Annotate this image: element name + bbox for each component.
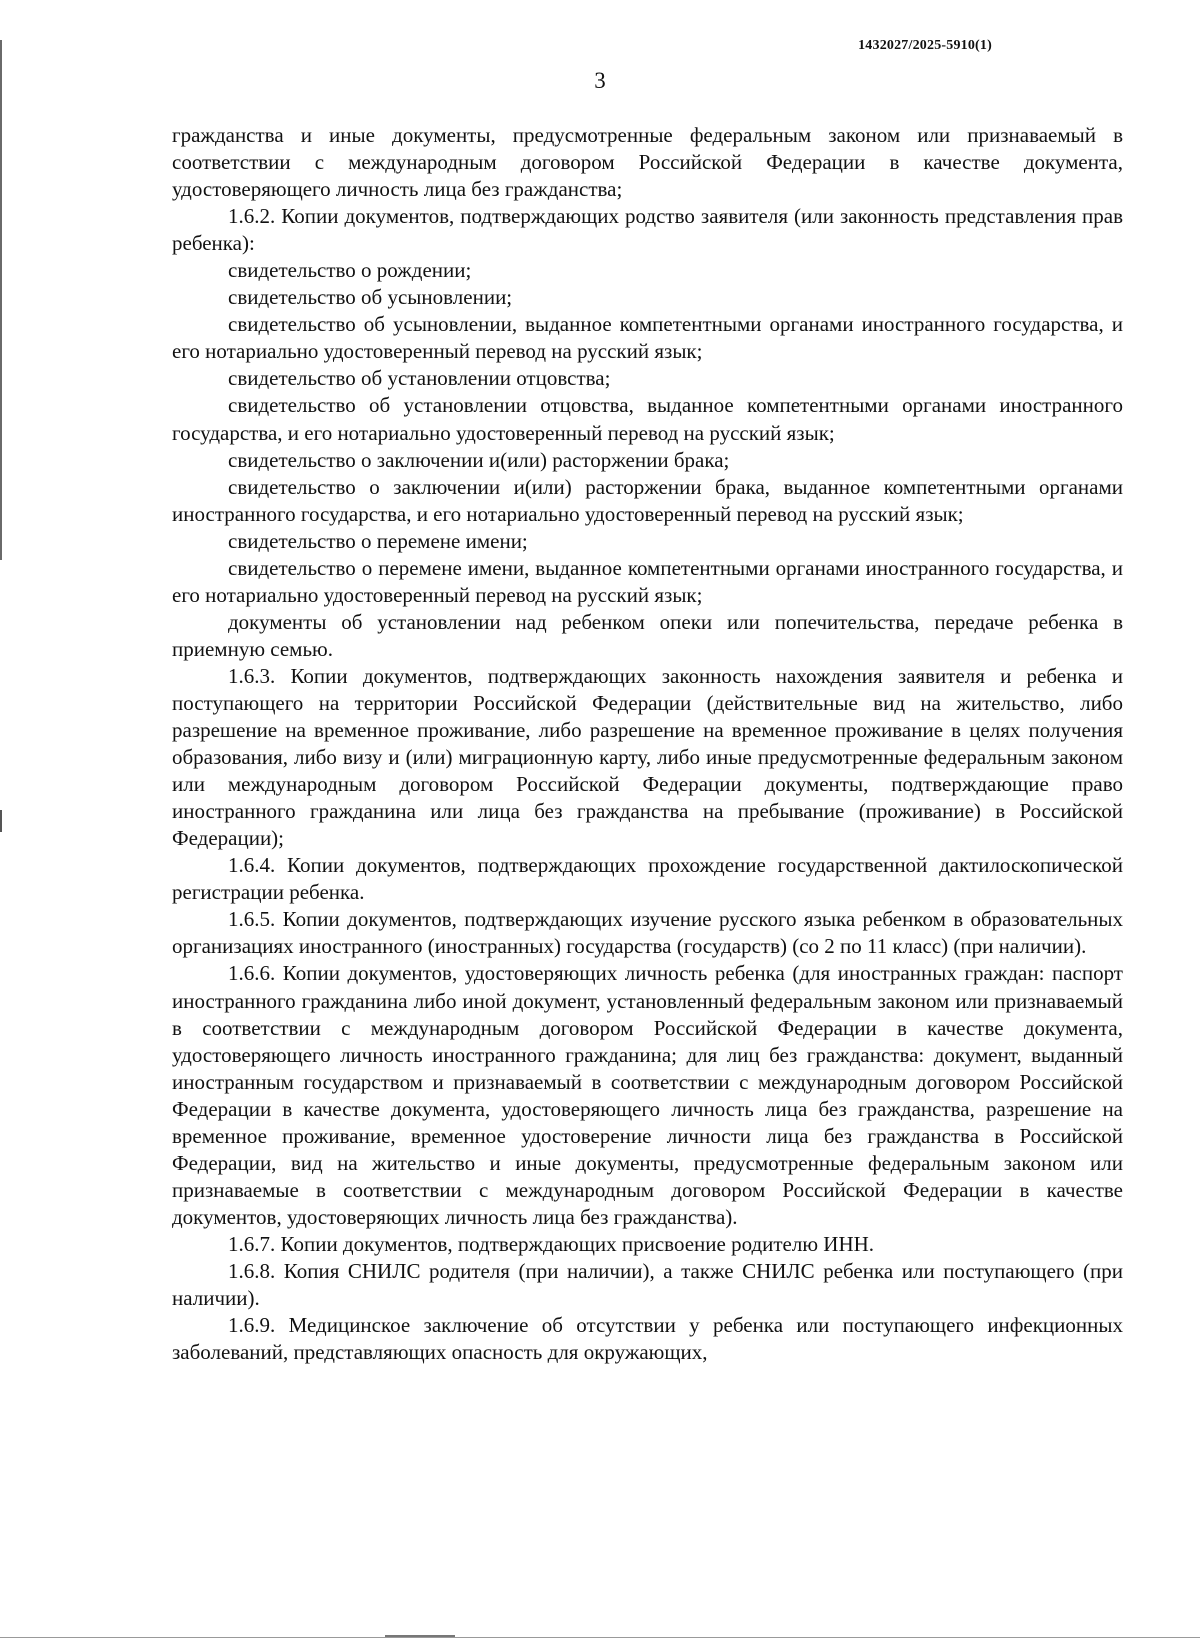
document-body (172, 122, 1123, 1366)
list-item: свидетельство о заключении и(или) расторжении брака, выданное компетентными органами иностранного государства, и его нотариально удостоверенный перевод на русский язык; (172, 474, 1123, 526)
paragraph: 1.6.4. Копии документов, подтверждающих прохождение государственной дактилоскопической регистрации ребенка. (172, 853, 1123, 905)
list-item: свидетельство о заключении и(или) расторжении брака; (228, 447, 730, 472)
scan-margin-mark (0, 810, 2, 832)
paragraph: 1.6.7. Копии документов, подтверждающих присвоение родителю ИНН. (228, 1231, 875, 1256)
page-number: 3 (594, 68, 606, 93)
list-item: свидетельство об усыновлении; (228, 285, 513, 310)
list-item: документы об установлении над ребенком опеки или попечительства, передаче ребенка в приемную семью. (172, 609, 1123, 661)
paragraph: 1.6.9. Медицинское заключение об отсутствии у ребенка или поступающего инфекционных заболеваний, представляющих опасность для окружающих, (172, 1313, 1123, 1365)
scan-edge-mark (0, 40, 2, 560)
list-item: свидетельство об усыновлении, выданное компетентными органами иностранного государства, и его нотариально удостоверенный перевод на русский язык; (172, 312, 1123, 364)
paragraph: 1.6.2. Копии документов, подтверждающих родство заявителя (или законность представления прав ребенка): (172, 204, 1123, 256)
list-item: свидетельство о перемене имени, выданное компетентными органами иностранного государства, и его нотариально удостоверенный перевод на русский язык; (172, 555, 1123, 607)
document-number: 1432027/2025-5910(1) (858, 38, 992, 53)
paragraph: гражданства и иные документы, предусмотренные федеральным законом или признаваемый в соответствии с международным договором Российской Федерации в качестве документа, удостоверяющего личность лица без гражданства; (172, 123, 1123, 202)
paragraph: 1.6.3. Копии документов, подтверждающих законность нахождения заявителя и ребенка и поступающего на территории Российской Федерации (действительные вид на жительство, либо разрешение на временное проживание, либо разрешение на временное проживание в целях получения образования, либо визу и (или) миграционную карту, либо иные предусмотренные федеральным законом или международным договором Российской Федерации документы, подтверждающие право иностранного гражданина или лица без гражданства на пребывание (проживание) в Российской Федерации); (172, 663, 1123, 851)
paragraph: 1.6.6. Копии документов, удостоверяющих личность ребенка (для иностранных граждан: паспорт иностранного гражданина либо иной документ, установленный федеральным законом или признаваемый в соответствии с международным договором Российской Федерации в качестве документа, удостоверяющего личность иностранного гражданина; для лиц без гражданства: документ, выданный иностранным государством и признаваемый в соответствии с международным договором Российской Федерации в качестве документа, удостоверяющего личность лица без гражданства, разрешение на временное проживание, временное удостоверение личности лица без гражданства в Российской Федерации, вид на жительство и иные документы, предусмотренные федеральным законом или признаваемые в соответствии с международным договором Российской Федерации в качестве документов, удостоверяющих личность лица без гражданства). (172, 961, 1123, 1229)
list-item: свидетельство о перемене имени; (228, 528, 528, 553)
paragraph: 1.6.5. Копии документов, подтверждающих изучение русского языка ребенком в образовательных организациях иностранного (иностранных) государства (государств) (со 2 по 11 класс) (при наличии). (172, 907, 1123, 959)
paragraph: 1.6.8. Копия СНИЛС родителя (при наличии), а также СНИЛС ребенка или поступающего (при наличии). (172, 1258, 1123, 1311)
list-item: свидетельство об установлении отцовства; (228, 366, 611, 391)
list-item: свидетельство об установлении отцовства, выданное компетентными органами иностранного государства, и его нотариально удостоверенный перевод на русский язык; (172, 393, 1123, 445)
list-item: свидетельство о рождении; (228, 258, 472, 283)
